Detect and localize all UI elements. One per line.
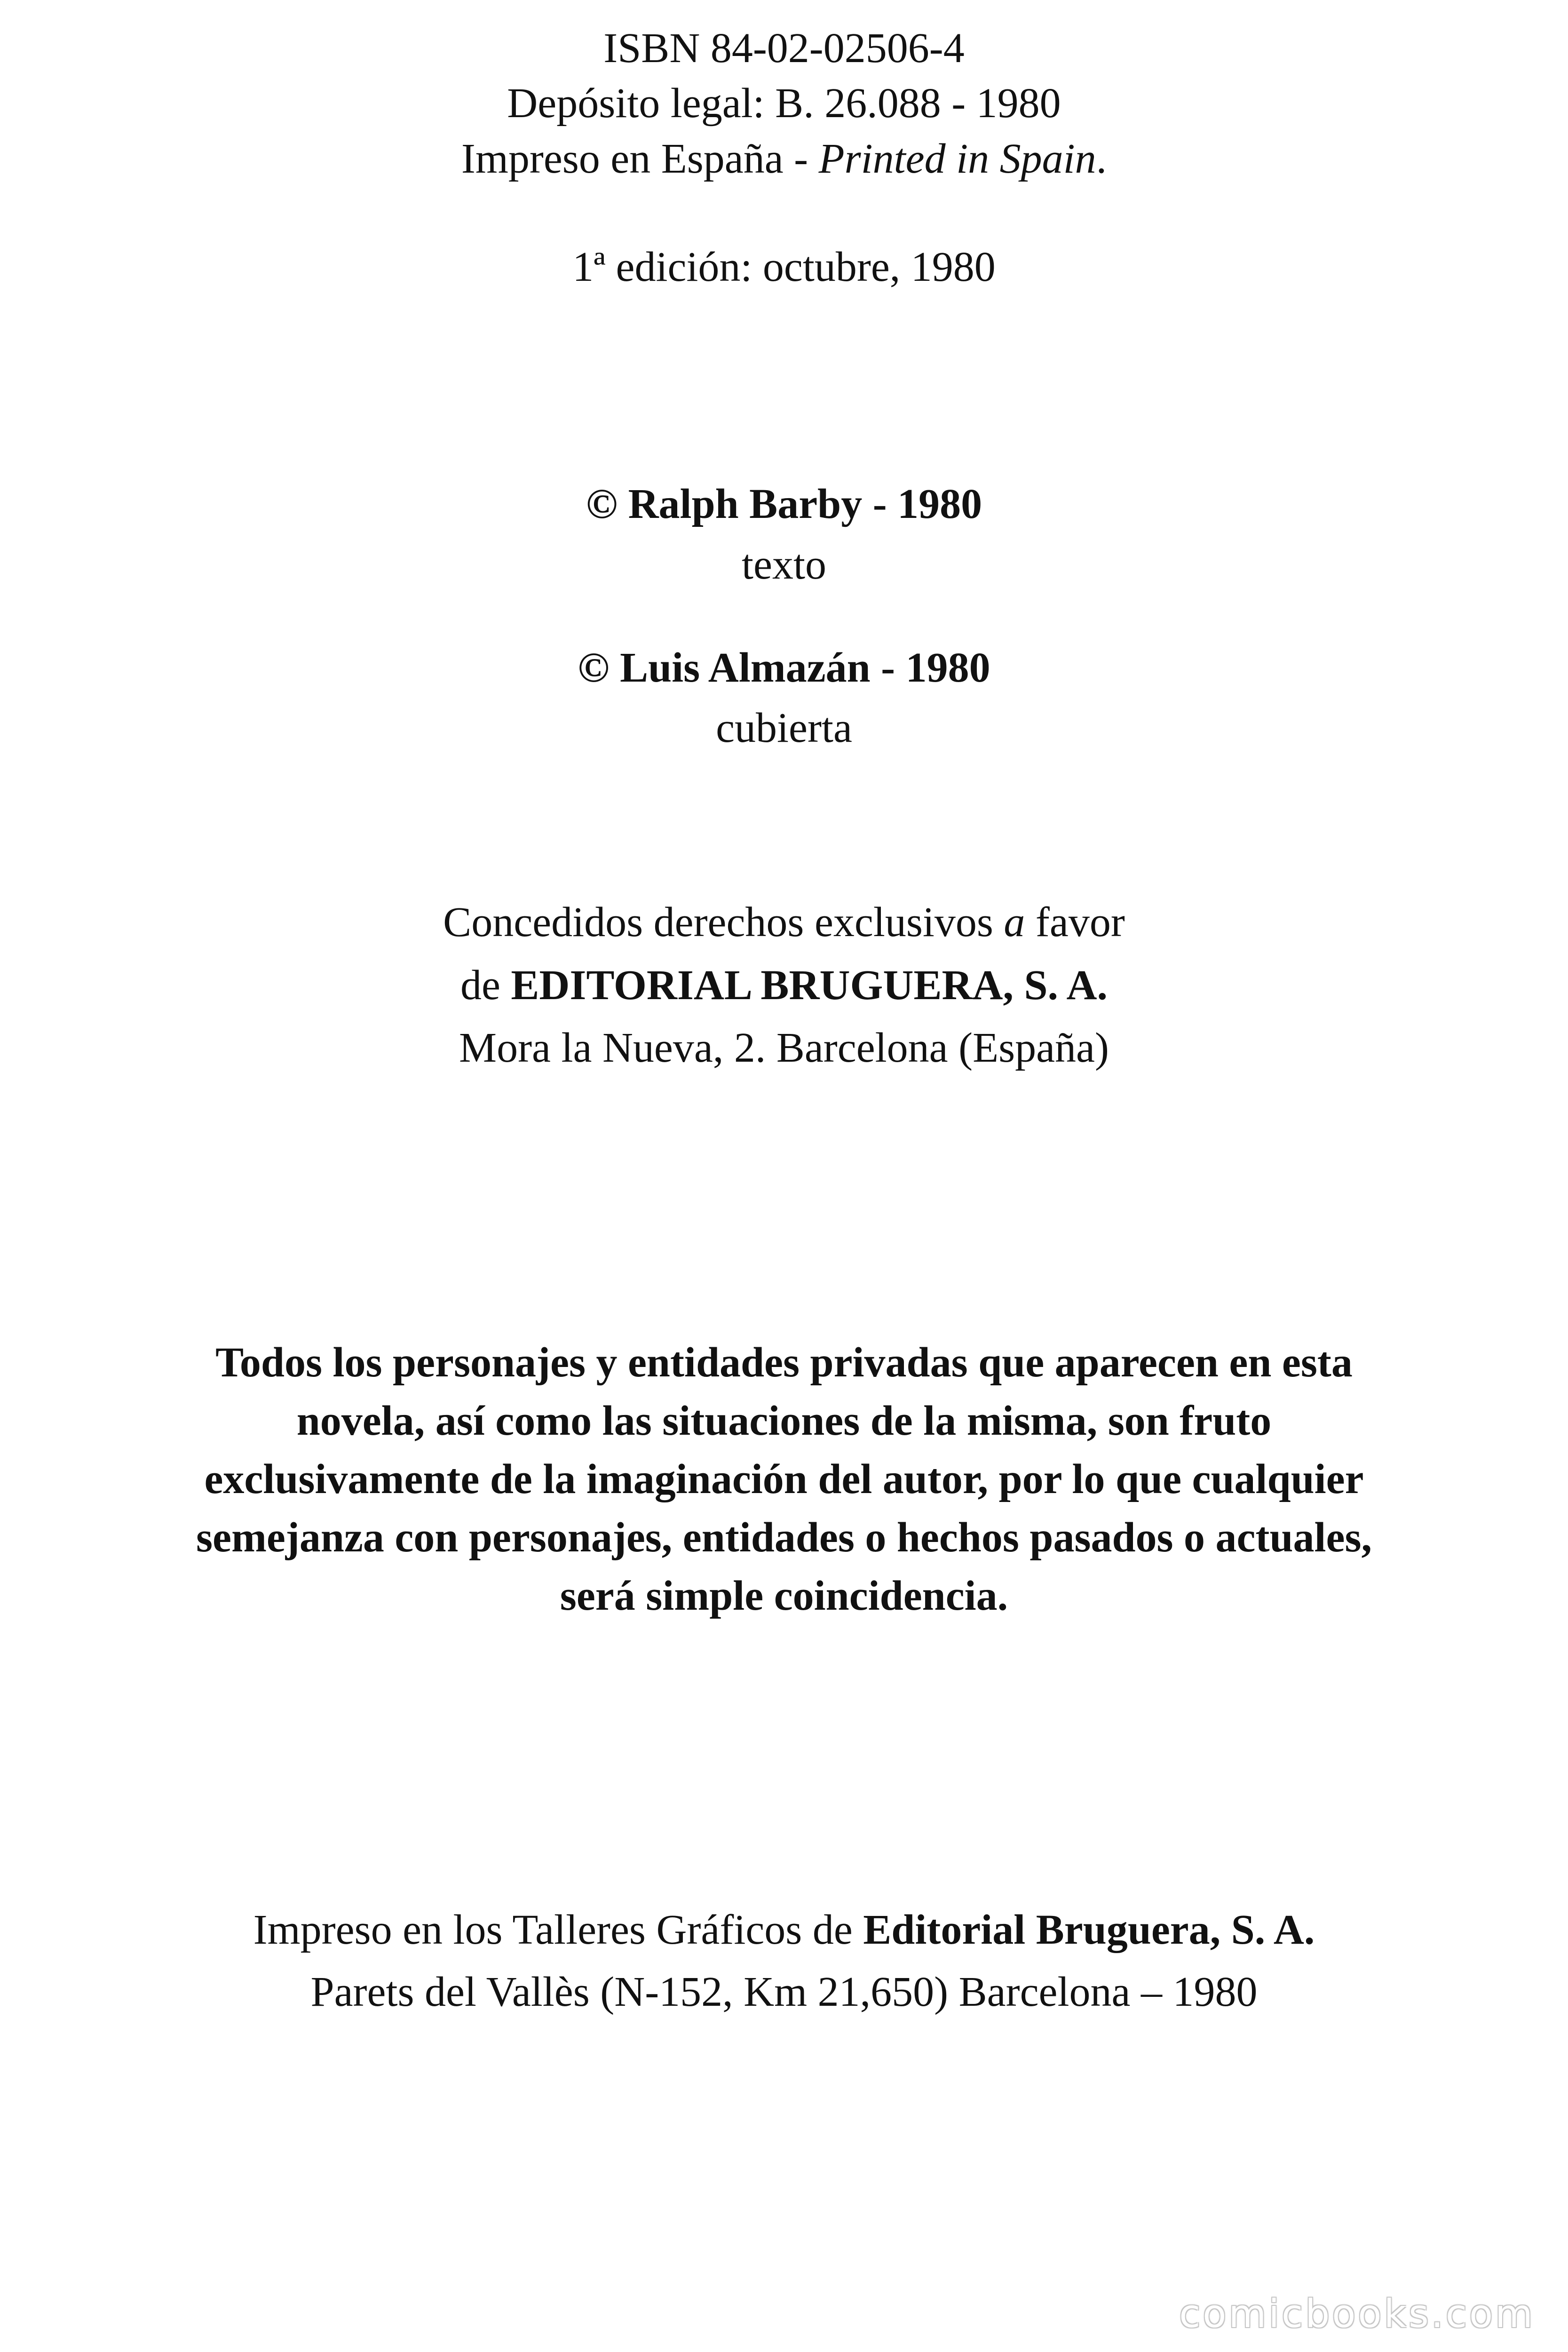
publisher-address: Mora la Nueva, 2. Barcelona (España) [459, 1025, 1109, 1071]
rights-text-a: Concedidos derechos exclusivos [443, 899, 1004, 946]
printed-in-spanish: Impreso en España - [461, 135, 819, 182]
disclaimer-line: novela, así como las situaciones de la misma, son fruto [296, 1398, 1272, 1444]
printed-in-period: . [1096, 135, 1107, 182]
deposito-legal-line: Depósito legal: B. 26.088 - 1980 [507, 80, 1061, 127]
rights-text-italic: a [1004, 899, 1025, 946]
rights-text-b: favor [1025, 899, 1125, 946]
printer-name: Editorial Bruguera, S. A. [863, 1907, 1315, 1953]
printer-address: Parets del Vallès (N-152, Km 21,650) Barcelona – 1980 [310, 1969, 1258, 2015]
disclaimer-line: exclusivamente de la imaginación del autor, por lo que cualquier [204, 1456, 1364, 1502]
publisher-prefix: de [460, 962, 511, 1009]
publisher-line [0, 960, 1568, 1011]
cover-credit-role: cubierta [716, 705, 852, 751]
author-credit-role: texto [742, 541, 826, 588]
disclaimer-line: será simple coincidencia. [560, 1573, 1008, 1619]
printed-in-english: Printed in Spain [818, 135, 1096, 182]
cover-credit: © Luis Almazán - 1980 [578, 644, 990, 691]
printer-prefix: Impreso en los Talleres Gráficos de [253, 1907, 863, 1953]
disclaimer-line: Todos los personajes y entidades privadas que aparecen en esta [215, 1339, 1353, 1386]
watermark: comicbooks.com [1179, 2292, 1535, 2336]
publisher-name: EDITORIAL BRUGUERA, S. A. [511, 962, 1108, 1009]
disclaimer-line: semejanza con personajes, entidades o hechos pasados o actuales, [196, 1514, 1372, 1561]
isbn-line: ISBN 84-02-02506-4 [603, 25, 965, 72]
fiction-disclaimer [103, 1334, 1465, 1625]
rights-line [0, 897, 1568, 948]
author-credit: © Ralph Barby - 1980 [586, 481, 982, 527]
printer-line [0, 1904, 1568, 1956]
printed-in-line [0, 133, 1568, 185]
edition-line: 1ª edición: octubre, 1980 [572, 244, 996, 290]
